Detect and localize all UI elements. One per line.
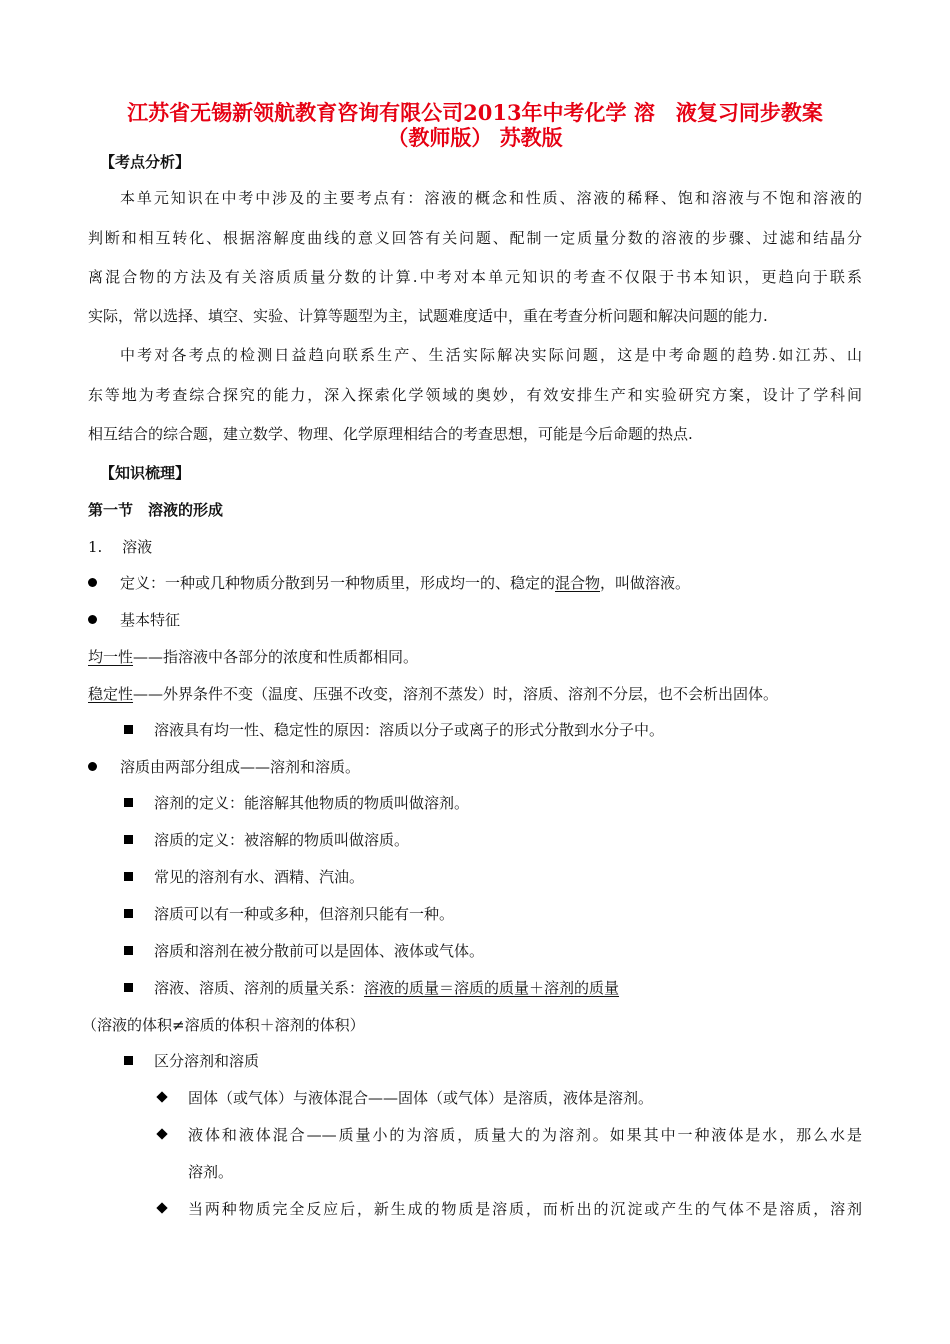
bullet-square-icon [124, 909, 133, 918]
distinguish-reaction: 当两种物质完全反应后，新生成的物质是溶质，而析出的沉淀或产生的气体不是溶质，溶剂 [188, 1200, 862, 1218]
mass-relation-line [154, 978, 619, 998]
reason-line: 溶液具有均一性、稳定性的原因：溶质以分子或离子的形式分散到水分子中。 [154, 721, 665, 739]
composition-line: 溶质由两部分组成——溶剂和溶质。 [120, 758, 361, 776]
mass-relation-text: 溶液、溶质、溶剂的质量关系： [154, 979, 365, 997]
distinguish-liquids-line-2: 溶剂。 [188, 1163, 234, 1181]
paragraph-2-line-3: 相互结合的综合题，建立数学、物理、化学原理相结合的考查思想，可能是今后命题的热点. [88, 425, 693, 443]
paragraph-2-line-2: 东等地为考查综合探究的能力，深入探索化学领域的奥妙，有效安排生产和实验研究方案，设计了学科间 [88, 386, 862, 404]
distinguish-liquids-line-1: 液体和液体混合——质量小的为溶质，质量大的为溶剂。如果其中一种液体是水，那么水是 [188, 1126, 862, 1144]
solute-definition: 溶质的定义：被溶解的物质叫做溶质。 [154, 831, 410, 849]
solute-count: 溶质可以有一种或多种，但溶剂只能有一种。 [154, 905, 455, 923]
bullet-dot-icon [88, 615, 97, 624]
features-heading: 基本特征 [120, 611, 181, 629]
item-1-heading: 1. 溶液 [88, 538, 153, 556]
heading-knowledge: 【知识梳理】 [100, 464, 191, 482]
paragraph-1-line-2: 判断和相互转化、根据溶解度曲线的意义回答有关问题、配制一定质量分数的溶液的步骤、过滤和结晶分 [88, 229, 862, 247]
stability-text: ——外界条件不变（温度、压强不改变，溶剂不蒸发）时，溶质、溶剂不分层，也不会析出固体。 [133, 685, 779, 703]
volume-note: （溶液的体积≠溶质的体积＋溶剂的体积） [82, 1016, 365, 1034]
uniformity-term: 均一性 [88, 648, 134, 666]
bullet-square-icon [124, 835, 133, 844]
distinguish-solid-gas: 固体（或气体）与液体混合——固体（或气体）是溶质，液体是溶剂。 [188, 1089, 654, 1107]
definition-tail: ，叫做溶液。 [600, 574, 691, 592]
document-title-line-1: 江苏省无锡新领航教育咨询有限公司2013年中考化学 溶 液复习同步教案 [127, 100, 823, 125]
paragraph-1-line-1: 本单元知识在中考中涉及的主要考点有：溶液的概念和性质、溶液的稀释、饱和溶液与不饱和溶液的 [120, 189, 862, 207]
bullet-dot-icon [88, 762, 97, 771]
bullet-diamond-icon [156, 1091, 167, 1102]
stability-term: 稳定性 [88, 685, 134, 703]
definition-text: 定义：一种或几种物质分散到另一种物质里，形成均一的、稳定的 [120, 574, 556, 592]
bullet-square-icon [124, 798, 133, 807]
bullet-square-icon [124, 983, 133, 992]
stability-line [88, 684, 778, 704]
paragraph-1-line-4: 实际，常以选择、填空、实验、计算等题型为主，试题难度适中，重在考查分析问题和解决问题的能力. [88, 307, 768, 325]
bullet-square-icon [124, 725, 133, 734]
uniformity-line [88, 647, 418, 667]
bullet-square-icon [124, 872, 133, 881]
paragraph-1-line-3: 离混合物的方法及有关溶质质量分数的计算.中考对本单元知识的考查不仅限于书本知识，更趋向于联系 [88, 268, 862, 286]
bullet-square-icon [124, 1056, 133, 1065]
uniformity-text: ——指溶液中各部分的浓度和性质都相同。 [133, 648, 419, 666]
mass-relation-formula: 溶液的质量＝溶质的质量＋溶剂的质量 [364, 979, 620, 997]
bullet-diamond-icon [156, 1202, 167, 1213]
bullet-dot-icon [88, 578, 97, 587]
heading-analysis: 【考点分析】 [100, 153, 191, 171]
paragraph-2-line-1: 中考对各考点的检测日益趋向联系生产、生活实际解决实际问题，这是中考命题的趋势.如江苏、山 [120, 346, 862, 364]
states-line: 溶质和溶剂在被分散前可以是固体、液体或气体。 [154, 942, 485, 960]
document-title-line-2: （教师版） 苏教版 [387, 125, 563, 150]
definition-line [120, 573, 690, 593]
distinguish-heading: 区分溶剂和溶质 [154, 1052, 260, 1070]
common-solvents: 常见的溶剂有水、酒精、汽油。 [154, 868, 365, 886]
chapter-heading: 第一节 溶液的形成 [88, 501, 224, 519]
bullet-diamond-icon [156, 1128, 167, 1139]
solvent-definition: 溶剂的定义：能溶解其他物质的物质叫做溶剂。 [154, 794, 470, 812]
definition-underlined: 混合物 [555, 574, 601, 592]
bullet-square-icon [124, 946, 133, 955]
